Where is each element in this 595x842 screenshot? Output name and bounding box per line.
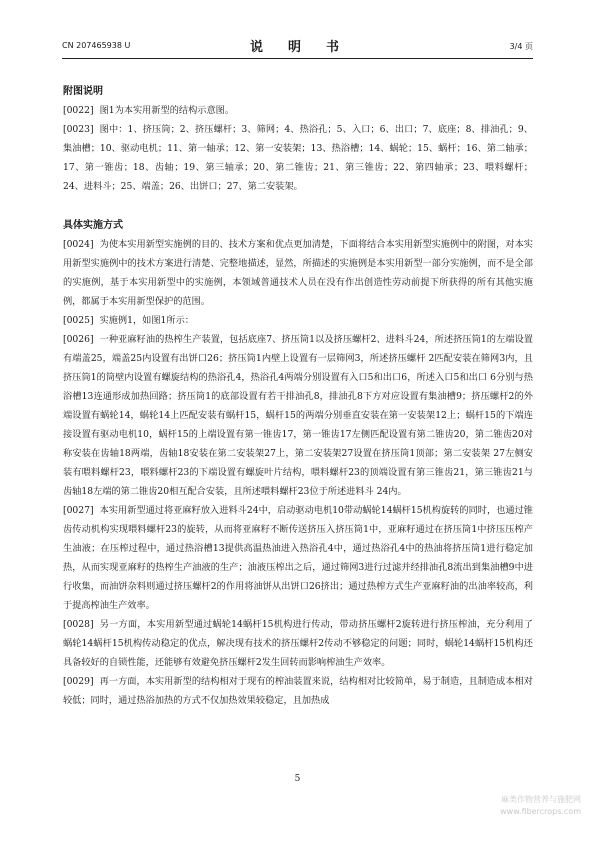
paragraph-text: 图中：1、挤压筒；2、挤压螺杆；3、筛网；4、热浴孔；5、入口；6、出口；7、底座；8、排油孔；9、集油槽；10、驱动电机；11、第一轴承；12、第一安装架；13、热浴槽；14、蜗轮；15、蜗杆；16、第二轴承；17、第一锥齿；18、齿轴；19、第三轴承；20、第二锥齿；21、第三锥齿；22、第四轴承；23、喂料螺杆；24、进料斗；25、端盖；26、出饼口；27、第二安装架。 xyxy=(63,124,533,192)
paragraph xyxy=(63,235,533,311)
paragraph-number: [0025] xyxy=(63,315,94,326)
paragraph-number: [0022] xyxy=(63,105,94,116)
paragraph xyxy=(63,615,533,672)
paragraph-number: [0028] xyxy=(63,619,94,630)
paragraph-number: [0023] xyxy=(63,124,94,135)
paragraph-text: 实施例1，如图1所示： xyxy=(99,315,194,326)
watermark-url: www.fibercrops.com xyxy=(500,807,581,816)
paragraph-number: [0026] xyxy=(63,334,94,345)
section-spacer xyxy=(63,196,533,216)
page-header xyxy=(62,36,533,58)
paragraph-text: 为使本实用新型实施例的目的、技术方案和优点更加清楚，下面将结合本实用新型实施例中的附图，对本实用新型实施例中的技术方案进行清楚、完整地描述，显然，所描述的实施例是本实用新型一部分实施例，而不是全部的实施例，基于本实用新型中的实施例，本领域普通技术人员在没有作出创造性劳动前提下所获得的所有其他实施例，都属于本实用新型保护的范围。 xyxy=(63,239,533,307)
page-indicator: 3/4 页 xyxy=(509,42,533,51)
page-number: 5 xyxy=(294,774,301,784)
paragraph xyxy=(63,120,533,196)
paragraph xyxy=(63,672,533,710)
paragraph-number: [0024] xyxy=(63,239,94,250)
paragraph xyxy=(63,311,533,330)
paragraph-number: [0029] xyxy=(63,676,94,687)
header-rule xyxy=(62,58,533,59)
section-drawings xyxy=(63,82,533,196)
section-embodiments xyxy=(63,216,533,710)
paragraph xyxy=(63,330,533,501)
patent-number: CN 207465938 U xyxy=(62,41,131,50)
paragraph xyxy=(63,101,533,120)
document-title: 说 明 书 xyxy=(249,40,345,55)
paragraph-number: [0027] xyxy=(63,505,94,516)
watermark xyxy=(500,794,581,818)
paragraph-text: 图1为本实用新型的结构示意图。 xyxy=(99,105,235,116)
paragraph xyxy=(63,501,533,615)
document-body xyxy=(63,82,533,710)
section-heading: 附图说明 xyxy=(63,86,103,97)
paragraph-text: 本实用新型通过将亚麻籽放入进料斗24中，启动驱动电机10带动蜗轮14蜗杆15机构旋转的同时，也通过锥齿传动机构实现喂料螺杆23的旋转，从而将亚麻籽不断传送挤压入挤压筒1中，亚麻籽通过在挤压筒1中挤压压榨产生油液；在压榨过程中，通过热浴槽13提供高温热油进入热浴孔4中，通过热浴孔4中的热油将挤压筒1进行稳定加热，从而实现亚麻籽的热榨生产油液的生产；油液压榨出之后，通过筛网3进行过滤并经排油孔8流出到集油槽9中进行收集，而油饼杂料则通过挤压螺杆2的作用将油饼从出饼口26挤出；通过热榨方式生产亚麻籽油的出油率较高，利于提高榨油生产效率。 xyxy=(63,505,533,611)
watermark-title: 麻类作物营养与施肥网 xyxy=(501,795,581,804)
section-heading: 具体实施方式 xyxy=(63,220,123,231)
paragraph-text: 一种亚麻籽油的热榨生产装置，包括底座7、挤压筒1以及挤压螺杆2、进料斗24，所述挤压筒1的左端设置有端盖25，端盖25内设置有出饼口26；挤压筒1内壁上设置有一层筛网3，所述挤压螺杆 2匹配安装在筛网3内，且挤压筒1的筒壁内设置有螺旋结构的热浴孔4，热浴孔4两端分别设置有入口5和出口6，所述入口5和出口 6分别与热浴槽13连通形成加热回路；挤压筒1的底部设置有若干排油孔8，排油孔8下方对应设置有集油槽9；挤压螺杆2的外端设置有蜗轮14，蜗轮14上匹配安装有蜗杆15，蜗杆15的两端分别垂直安装在第一安装架12上；蜗杆15的下端连接设置有驱动电机10，蜗杆15的上端设置有第一锥齿17，第一锥齿17左侧匹配设置有第二锥齿20，第二锥齿20对称安装在齿轴18两端，齿轴18安装在第二安装架27上，第二安装架27设置在挤压筒1顶部；第二安装架 27左侧安装有喂料螺杆23，喂料螺杆23的下端设置有螺旋叶片结构，喂料螺杆23的顶端设置有第三锥齿21，第三锥齿21与齿轴18左端的第二锥齿20相互配合安装，且所述喂料螺杆23位于所述进料斗 24内。 xyxy=(63,334,533,497)
paragraph-text: 再一方面，本实用新型的结构相对于现有的榨油装置来说，结构相对比较简单，易于制造，且制造成本相对较低；同时，通过热浴加热的方式不仅加热效果较稳定，且加热成 xyxy=(63,676,533,706)
paragraph-text: 另一方面，本实用新型通过蜗轮14蜗杆15机构进行传动，带动挤压螺杆2旋转进行挤压榨油，充分利用了蜗轮14蜗杆15机构传动稳定的优点，解决现有技术的挤压螺杆2传动不够稳定的问题；同时，蜗轮14蜗杆15机构还具备较好的自锁性能，还能够有效避免挤压螺杆2发生回转而影响榨油生产效率。 xyxy=(63,619,533,668)
